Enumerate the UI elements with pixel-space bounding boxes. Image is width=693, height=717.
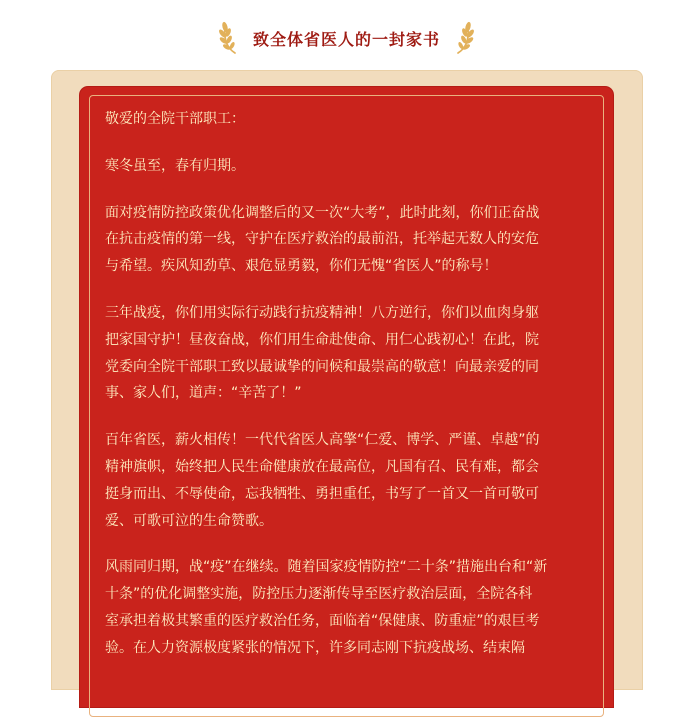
paragraph-3-line-1: 三年战疫，你们用实际行动践行抗疫精神！八方逆行，你们以血肉身躯 (105, 304, 539, 321)
paragraph-5-line-3: 室承担着极其繁重的医疗救治任务，面临着“保健康、防重症”的艰巨考 (105, 612, 540, 629)
paragraph-3-line-2: 把家国守护！昼夜奋战，你们用生命赴使命、用仁心践初心！在此，院 (105, 331, 539, 348)
laurel-left-icon (217, 20, 243, 56)
paragraph-4-line-3: 挺身而出、不辱使命，忘我牺牲、勇担重任，书写了一首又一首可敬可 (105, 485, 539, 502)
paragraph-4-line-4: 爱、可歌可泣的生命赞歌。 (105, 512, 273, 529)
letter-card (80, 87, 613, 707)
paragraph-5-line-1: 风雨同归期，战“疫”在继续。随着国家疫情防控“二十条”措施出台和“新 (105, 559, 548, 576)
paragraph-2 (105, 200, 596, 280)
paragraph-2-line-1: 面对疫情防控政策优化调整后的又一次“大考”，此时此刻，你们正奋战 (105, 204, 540, 221)
paragraph-4 (105, 427, 596, 534)
paragraph-4-line-1: 百年省医，薪火相传！一代代省医人高擎“仁爱、博学、严谨、卓越”的 (105, 432, 540, 449)
paragraph-3-line-3: 党委向全院干部职工致以最诚挚的问候和最崇高的敬意！向最亲爱的同 (105, 358, 539, 375)
paragraph-5-line-2: 十条”的优化调整实施，防控压力逐渐传导至医疗救治层面，全院各科 (105, 586, 533, 603)
laurel-right-icon (450, 20, 476, 56)
page-title: 致全体省医人的一封家书 (252, 29, 440, 49)
salutation-line: 敬爱的全院干部职工： (105, 111, 245, 127)
paragraph-2-line-2: 在抗击疫情的第一线，守护在医疗救治的最前沿，托举起无数人的安危 (105, 231, 539, 248)
paragraph-3 (105, 300, 596, 407)
paragraph-1 (105, 153, 596, 180)
paragraph-2-line-3: 与希望。疾风知劲草、艰危显勇毅，你们无愧“省医人”的称号！ (105, 258, 498, 275)
paragraph-4-line-2: 精神旗帜，始终把人民生命健康放在最高位，凡国有召、民有难，都会 (105, 458, 539, 475)
title-bar (0, 18, 693, 58)
paragraph-3-line-4: 事、家人们，道声：“辛苦了！” (105, 385, 302, 402)
letter-content (105, 106, 596, 682)
paragraph-1-line-1: 寒冬虽至，春有归期。 (105, 157, 245, 174)
paragraph-5 (105, 554, 596, 661)
paragraph-5-line-4: 验。在人力资源极度紧张的情况下，许多同志刚下抗疫战场、结束隔 (105, 639, 525, 656)
letter-salutation (105, 106, 596, 133)
